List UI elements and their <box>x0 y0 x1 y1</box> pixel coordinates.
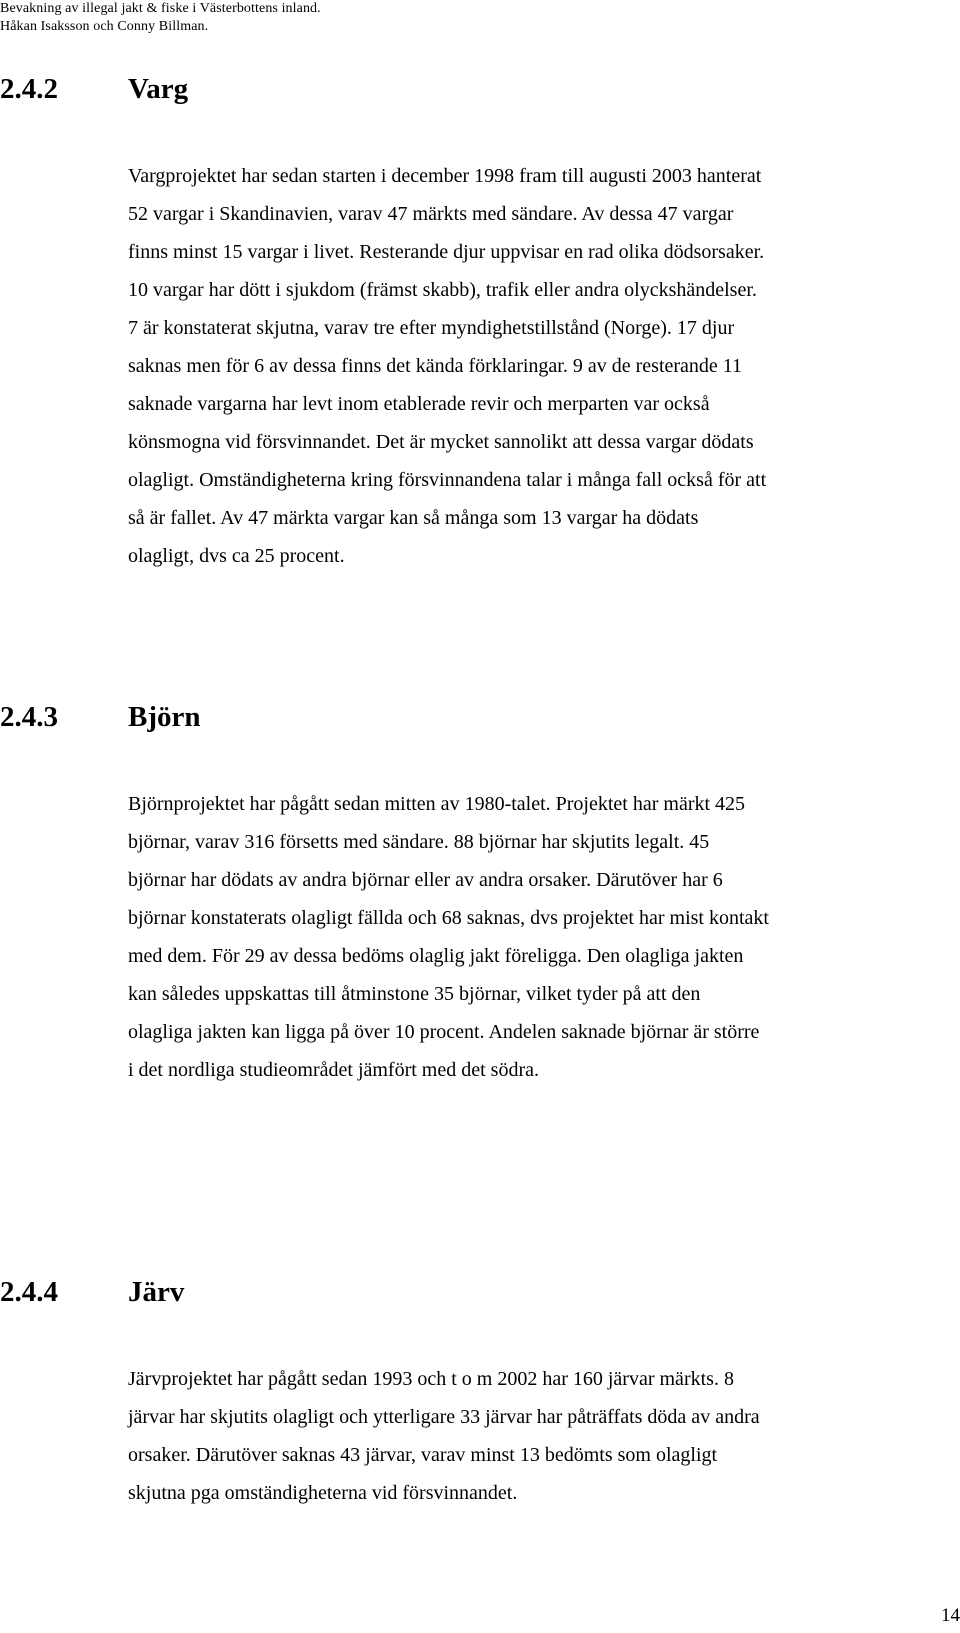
text-line: saknas men för 6 av dessa finns det kända förklaringar. 9 av de resterande 11 <box>128 355 743 377</box>
paragraph-varg <box>128 157 960 575</box>
text-line: Järvprojektet har pågått sedan 1993 och t o m 2002 har 160 järvar märkts. 8 <box>128 1368 734 1390</box>
running-header <box>0 0 321 36</box>
text-line: björnar konstaterats olagligt fällda och 68 saknas, dvs projektet har mist kontakt <box>128 907 769 929</box>
section-title: Varg <box>128 73 189 105</box>
paragraph-jarv <box>128 1360 960 1512</box>
text-line: orsaker. Därutöver saknas 43 järvar, varav minst 13 bedömts som olagligt <box>128 1444 718 1466</box>
text-line: så är fallet. Av 47 märkta vargar kan så många som 13 vargar ha dödats <box>128 507 699 529</box>
section-title: Björn <box>128 701 201 733</box>
text-line: Vargprojektet har sedan starten i december 1998 fram till augusti 2003 hanterat <box>128 165 762 187</box>
text-line: järvar har skjutits olagligt och ytterligare 33 järvar har påträffats döda av andra <box>128 1406 760 1428</box>
section-number: 2.4.3 <box>0 701 58 733</box>
paragraph-bjorn <box>128 785 960 1089</box>
text-line: olagligt, dvs ca 25 procent. <box>128 545 345 567</box>
header-authors: Håkan Isaksson och Conny Billman. <box>0 19 209 34</box>
text-line: olagligt. Omständigheterna kring försvinnandena talar i många fall också för att <box>128 469 767 491</box>
text-line: 7 är konstaterat skjutna, varav tre efter myndighetstillstånd (Norge). 17 djur <box>128 317 735 339</box>
section-heading-jarv <box>0 1275 184 1309</box>
section-number: 2.4.2 <box>0 73 58 105</box>
page-number: 14 <box>941 1605 960 1626</box>
text-line: i det nordliga studieområdet jämfört med det södra. <box>128 1059 539 1081</box>
section-title: Järv <box>128 1276 185 1308</box>
text-line: med dem. För 29 av dessa bedöms olaglig jakt föreligga. Den olagliga jakten <box>128 945 744 967</box>
text-line: 52 vargar i Skandinavien, varav 47 märkts med sändare. Av dessa 47 vargar <box>128 203 734 225</box>
section-number: 2.4.4 <box>0 1276 58 1308</box>
header-document-title: Bevakning av illegal jakt & fiske i Västerbottens inland. <box>0 1 321 16</box>
section-heading-bjorn <box>0 700 201 734</box>
text-line: björnar har dödats av andra björnar eller av andra orsaker. Därutöver har 6 <box>128 869 723 891</box>
text-line: kan således uppskattas till åtminstone 35 björnar, vilket tyder på att den <box>128 983 701 1005</box>
text-line: Björnprojektet har pågått sedan mitten av 1980-talet. Projektet har märkt 425 <box>128 793 746 815</box>
text-line: skjutna pga omständigheterna vid försvinnandet. <box>128 1482 518 1504</box>
text-line: björnar, varav 316 försetts med sändare. 88 björnar har skjutits legalt. 45 <box>128 831 710 853</box>
section-heading-varg <box>0 72 188 106</box>
text-line: 10 vargar har dött i sjukdom (främst skabb), trafik eller andra olyckshändelser. <box>128 279 757 301</box>
text-line: könsmogna vid försvinnandet. Det är mycket sannolikt att dessa vargar dödats <box>128 431 754 453</box>
text-line: saknade vargarna har levt inom etablerade revir och merparten var också <box>128 393 710 415</box>
text-line: finns minst 15 vargar i livet. Resterande djur uppvisar en rad olika dödsorsaker. <box>128 241 765 263</box>
text-line: olagliga jakten kan ligga på över 10 procent. Andelen saknade björnar är större <box>128 1021 760 1043</box>
